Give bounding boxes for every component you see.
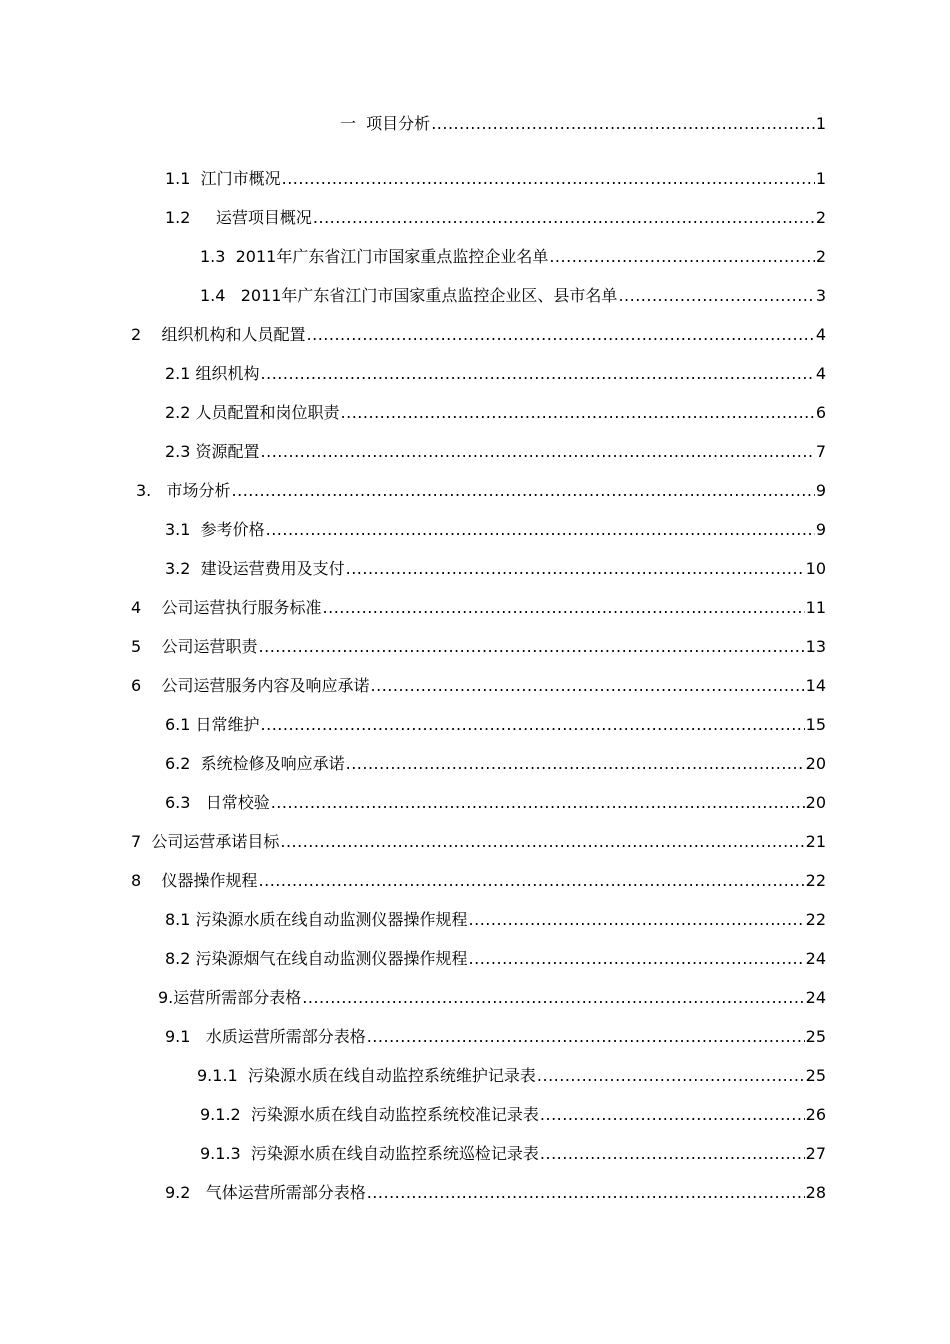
toc-entry[interactable] xyxy=(165,713,826,737)
toc-entry-title: 9.2 气体运营所需部分表格 xyxy=(165,1183,366,1202)
toc-entry-title: 1.1 江门市概况 xyxy=(165,169,281,188)
toc-entry-page-number: 3 xyxy=(815,286,826,305)
toc-dot-leader xyxy=(280,830,804,854)
toc-entry[interactable] xyxy=(200,1142,826,1166)
toc-entry[interactable] xyxy=(165,167,826,191)
toc-entry-title: 5 公司运营职责 xyxy=(131,637,258,656)
toc-dot-leader xyxy=(346,557,805,581)
toc-dot-leader xyxy=(346,752,805,776)
toc-entry-page-number: 9 xyxy=(815,520,826,539)
toc-dot-leader xyxy=(282,167,815,191)
toc-entry-page-number: 14 xyxy=(805,676,826,695)
toc-entry-page-number: 11 xyxy=(805,598,826,617)
toc-entry-title: 7 公司运营承诺目标 xyxy=(131,832,280,851)
toc-entry[interactable] xyxy=(197,1064,826,1088)
toc-entry-page-number: 21 xyxy=(805,832,826,851)
toc-dot-leader xyxy=(261,362,815,386)
toc-entry-page-number: 20 xyxy=(805,793,826,812)
toc-entry[interactable] xyxy=(200,1103,826,1127)
toc-entry-page-number: 28 xyxy=(805,1183,826,1202)
toc-entry-title: 9.1.1 污染源水质在线自动监控系统维护记录表 xyxy=(197,1066,536,1085)
toc-entry-page-number: 22 xyxy=(805,871,826,890)
toc-entry-title: 9.1.3 污染源水质在线自动监控系统巡检记录表 xyxy=(200,1144,539,1163)
toc-dot-leader xyxy=(307,323,815,347)
toc-entry-page-number: 15 xyxy=(805,715,826,734)
toc-dot-leader xyxy=(540,1142,805,1166)
toc-entry[interactable] xyxy=(131,674,826,698)
toc-entry-page-number: 7 xyxy=(815,442,826,461)
toc-entry[interactable] xyxy=(131,869,826,893)
toc-entry[interactable] xyxy=(165,362,826,386)
toc-entry[interactable] xyxy=(131,635,826,659)
toc-entry[interactable] xyxy=(165,1181,826,1205)
toc-entry-title: 3.2 建设运营费用及支付 xyxy=(165,559,345,578)
toc-dot-leader xyxy=(259,869,805,893)
toc-entry-page-number: 22 xyxy=(805,910,826,929)
toc-entry-title: 3. 市场分析 xyxy=(136,481,231,500)
toc-dot-leader xyxy=(367,1025,805,1049)
toc-entry[interactable] xyxy=(165,518,826,542)
toc-entry-title: 8 仪器操作规程 xyxy=(131,871,258,890)
toc-dot-leader xyxy=(313,206,815,230)
toc-dot-leader xyxy=(549,245,814,269)
toc-entry-page-number: 27 xyxy=(805,1144,826,1163)
toc-entry-title: 9.运营所需部分表格 xyxy=(158,988,302,1007)
toc-entry-page-number: 4 xyxy=(815,364,826,383)
toc-entry-title: 6.2 系统检修及响应承诺 xyxy=(165,754,345,773)
toc-entry-title: 6 公司运营服务内容及响应承诺 xyxy=(131,676,370,695)
toc-entry-title: 3.1 参考价格 xyxy=(165,520,265,539)
toc-entry-page-number: 6 xyxy=(815,403,826,422)
toc-entry-title: 2.3 资源配置 xyxy=(165,442,260,461)
toc-dot-leader xyxy=(371,674,805,698)
toc-dot-leader xyxy=(469,908,805,932)
toc-entry-title: 8.2 污染源烟气在线自动监测仪器操作规程 xyxy=(165,949,468,968)
toc-dot-leader xyxy=(261,713,805,737)
toc-entry-page-number: 26 xyxy=(805,1105,826,1124)
toc-entry[interactable] xyxy=(200,245,826,269)
toc-entry-title: 9.1 水质运营所需部分表格 xyxy=(165,1027,366,1046)
toc-dot-leader xyxy=(271,791,805,815)
toc-dot-leader xyxy=(537,1064,805,1088)
toc-entry[interactable] xyxy=(165,947,826,971)
toc-entry-page-number: 13 xyxy=(805,637,826,656)
toc-entry[interactable] xyxy=(165,1025,826,1049)
toc-dot-leader xyxy=(302,986,804,1010)
toc-entry-title: 1.3 2011年广东省江门市国家重点监控企业名单 xyxy=(200,247,549,266)
toc-dot-leader xyxy=(261,440,815,464)
toc-entry-page-number: 24 xyxy=(805,988,826,1007)
toc-entry-title: 一 项目分析 xyxy=(340,114,431,133)
toc-entry[interactable] xyxy=(165,206,826,230)
toc-dot-leader xyxy=(259,635,805,659)
toc-entry[interactable] xyxy=(340,112,826,136)
toc-entry-page-number: 4 xyxy=(815,325,826,344)
toc-entry-title: 9.1.2 污染源水质在线自动监控系统校准记录表 xyxy=(200,1105,539,1124)
toc-entry[interactable] xyxy=(131,323,826,347)
toc-dot-leader xyxy=(540,1103,805,1127)
toc-entry[interactable] xyxy=(200,284,826,308)
toc-entry-title: 2.2 人员配置和岗位职责 xyxy=(165,403,340,422)
toc-entry-page-number: 1 xyxy=(815,169,826,188)
toc-entry-page-number: 25 xyxy=(805,1027,826,1046)
toc-entry-title: 1.4 2011年广东省江门市国家重点监控企业区、县市名单 xyxy=(200,286,618,305)
toc-entry-page-number: 2 xyxy=(815,247,826,266)
toc-entry-title: 4 公司运营执行服务标准 xyxy=(131,598,322,617)
toc-entry[interactable] xyxy=(131,830,826,854)
toc-entry[interactable] xyxy=(165,557,826,581)
toc-entry-page-number: 10 xyxy=(805,559,826,578)
toc-dot-leader xyxy=(431,112,815,136)
toc-entry-page-number: 9 xyxy=(815,481,826,500)
toc-entry-page-number: 1 xyxy=(815,114,826,133)
toc-entry[interactable] xyxy=(165,401,826,425)
toc-entry-page-number: 2 xyxy=(815,208,826,227)
toc-entry[interactable] xyxy=(165,752,826,776)
toc-entry[interactable] xyxy=(165,791,826,815)
toc-dot-leader xyxy=(266,518,815,542)
toc-entry-title: 6.1 日常维护 xyxy=(165,715,260,734)
toc-entry-page-number: 20 xyxy=(805,754,826,773)
toc-entry-page-number: 25 xyxy=(805,1066,826,1085)
toc-entry-title: 2 组织机构和人员配置 xyxy=(131,325,306,344)
toc-entry[interactable] xyxy=(165,440,826,464)
toc-entry[interactable] xyxy=(131,596,826,620)
toc-entry-title: 6.3 日常校验 xyxy=(165,793,270,812)
toc-dot-leader xyxy=(232,479,815,503)
toc-entry-title: 2.1 组织机构 xyxy=(165,364,260,383)
toc-dot-leader xyxy=(367,1181,805,1205)
toc-entry[interactable] xyxy=(158,986,826,1010)
toc-entry[interactable] xyxy=(136,479,826,503)
toc-dot-leader xyxy=(618,284,814,308)
toc-entry-title: 1.2 运营项目概况 xyxy=(165,208,312,227)
toc-entry-title: 8.1 污染源水质在线自动监测仪器操作规程 xyxy=(165,910,468,929)
toc-dot-leader xyxy=(341,401,815,425)
toc-dot-leader xyxy=(469,947,805,971)
toc-entry-page-number: 24 xyxy=(805,949,826,968)
toc-entry[interactable] xyxy=(165,908,826,932)
toc-dot-leader xyxy=(323,596,805,620)
